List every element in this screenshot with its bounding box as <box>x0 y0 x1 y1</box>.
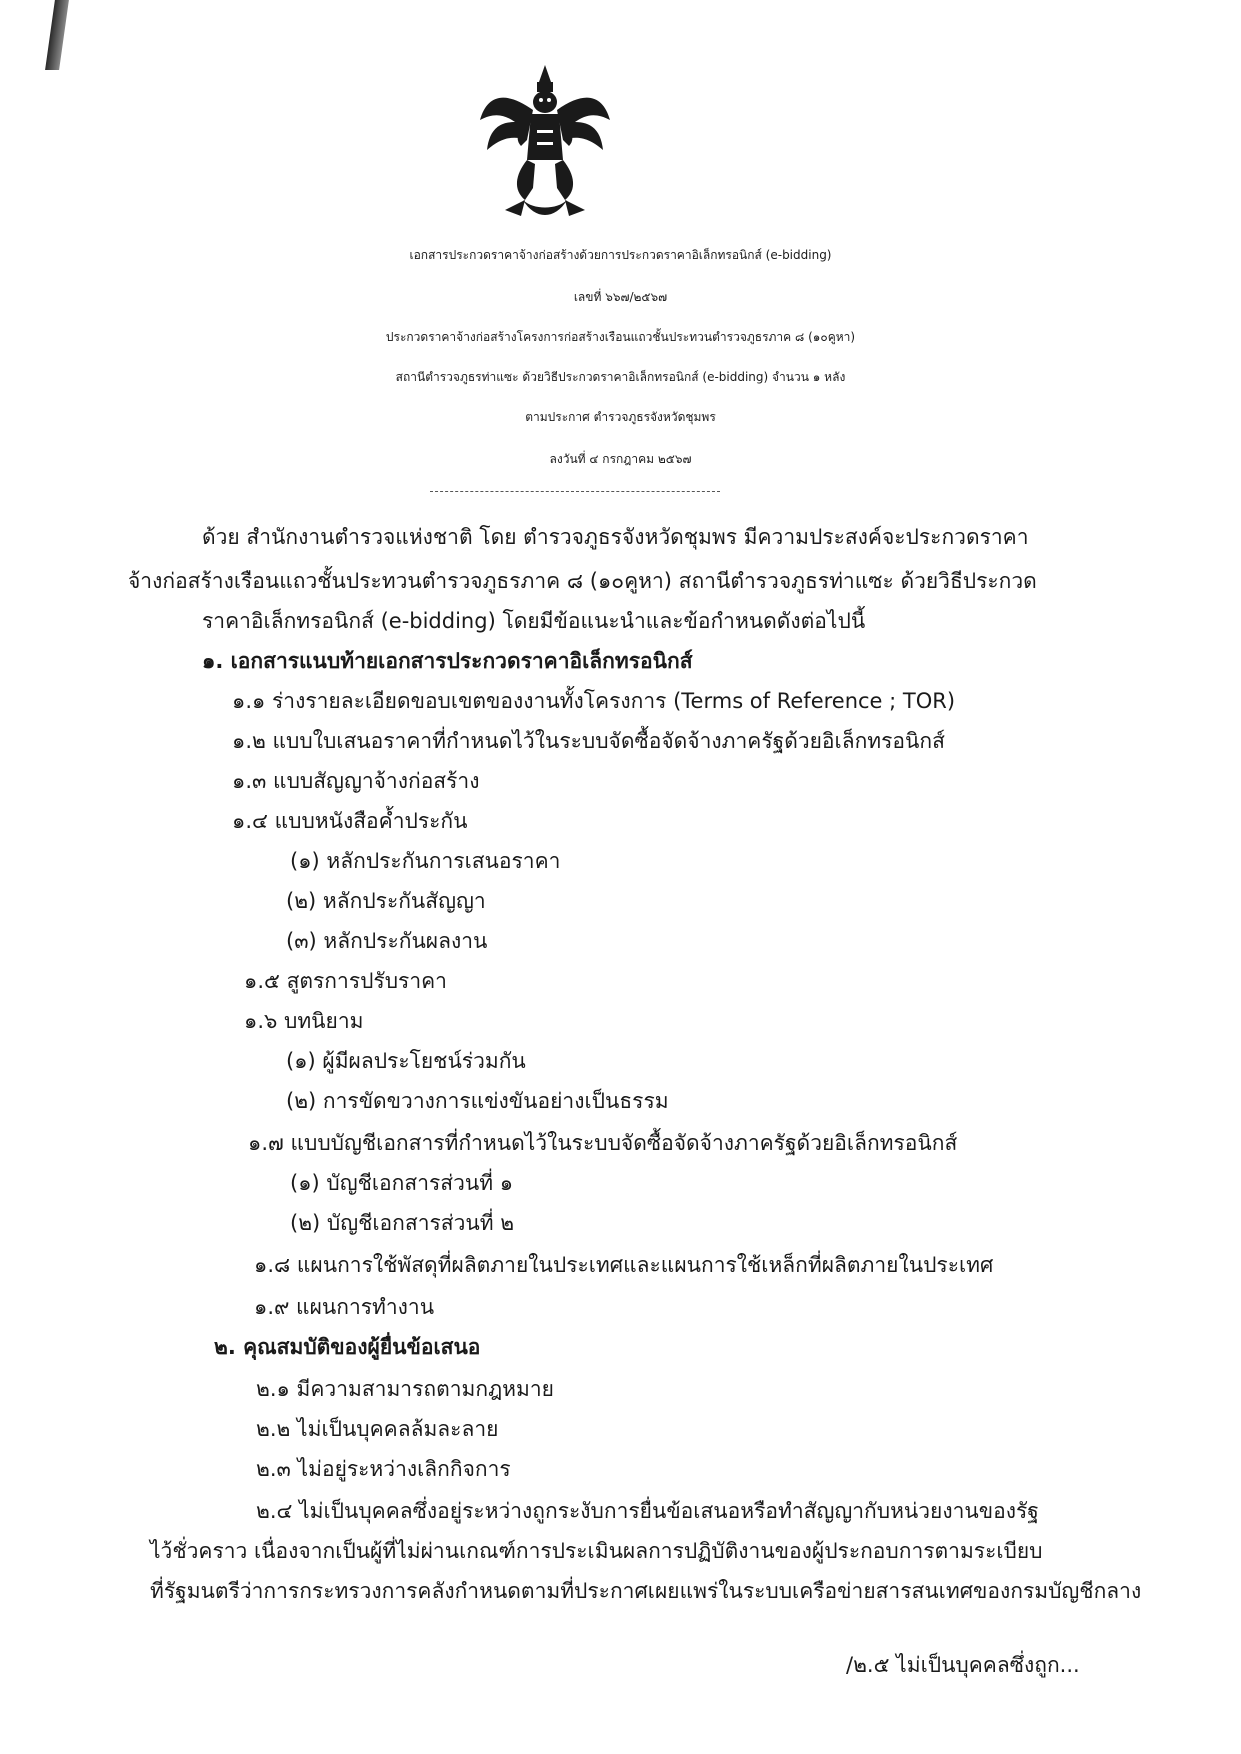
item-1-4: ๑.๔ แบบหนังสือค้ำประกัน <box>232 809 468 833</box>
item-1-8: ๑.๘ แผนการใช้พัสดุที่ผลิตภายในประเทศและแผนการใช้เหล็กที่ผลิตภายในประเทศ <box>254 1253 994 1277</box>
page-continuation: /๒.๕ ไม่เป็นบุคคลซึ่งถูก... <box>846 1653 1080 1677</box>
project-title: ประกวดราคาจ้างก่อสร้างโครงการก่อสร้างเรือนแถวชั้นประทวนตำรวจภูธรภาค ๘ (๑๐คูหา) <box>385 330 856 344</box>
document-title: เอกสารประกวดราคาจ้างก่อสร้างด้วยการประกวดราคาอิเล็กทรอนิกส์ (e-bidding) <box>409 248 832 262</box>
scan-edge-shadow <box>45 0 69 70</box>
item-2-3: ๒.๓ ไม่อยู่ระหว่างเลิกกิจการ <box>256 1457 511 1481</box>
item-1-4-2: (๒) หลักประกันสัญญา <box>286 889 486 913</box>
announcement-ref: ตามประกาศ ตำรวจภูธรจังหวัดชุมพร <box>525 410 716 424</box>
item-2-4-line-2: ไว้ชั่วคราว เนื่องจากเป็นผู้ที่ไม่ผ่านเกณฑ์การประเมินผลการปฏิบัติงานของผู้ประกอบการตามระเบียบ <box>150 1539 1043 1563</box>
document-number: เลขที่ ๖๖๗/๒๕๖๗ <box>573 290 668 304</box>
item-2-4-line-3: ที่รัฐมนตรีว่าการกระทรวงการคลังกำหนดตามที่ประกาศเผยแพร่ในระบบเครือข่ายสารสนเทศของกรมบัญชีกลาง <box>150 1579 1142 1603</box>
item-1-6-1: (๑) ผู้มีผลประโยชน์ร่วมกัน <box>286 1049 526 1073</box>
section-2-heading: ๒. คุณสมบัติของผู้ยื่นข้อเสนอ <box>214 1335 481 1359</box>
item-1-7-2: (๒) บัญชีเอกสารส่วนที่ ๒ <box>290 1211 515 1235</box>
intro-line-3: ราคาอิเล็กทรอนิกส์ (e-bidding) โดยมีข้อแนะนำและข้อกำหนดดังต่อไปนี้ <box>202 609 866 633</box>
intro-line-2: จ้างก่อสร้างเรือนแถวชั้นประทวนตำรวจภูธรภาค ๘ (๑๐คูหา) สถานีตำรวจภูธรท่าแซะ ด้วยวิธีประกวด <box>128 569 1037 593</box>
project-location: สถานีตำรวจภูธรท่าแซะ ด้วยวิธีประกวดราคาอิเล็กทรอนิกส์ (e-bidding) จำนวน ๑ หลัง <box>395 370 846 384</box>
item-1-6: ๑.๖ บทนิยาม <box>244 1009 364 1033</box>
item-1-3: ๑.๓ แบบสัญญาจ้างก่อสร้าง <box>232 769 480 793</box>
item-1-4-1: (๑) หลักประกันการเสนอราคา <box>290 849 561 873</box>
intro-line-1: ด้วย สำนักงานตำรวจแห่งชาติ โดย ตำรวจภูธรจังหวัดชุมพร มีความประสงค์จะประกวดราคา <box>202 525 1029 549</box>
item-1-7-1: (๑) บัญชีเอกสารส่วนที่ ๑ <box>290 1171 514 1195</box>
garuda-emblem-icon <box>475 60 615 225</box>
title-divider <box>430 491 720 492</box>
item-1-7: ๑.๗ แบบบัญชีเอกสารที่กำหนดไว้ในระบบจัดซื้อจัดจ้างภาครัฐด้วยอิเล็กทรอนิกส์ <box>248 1131 958 1155</box>
item-1-2: ๑.๒ แบบใบเสนอราคาที่กำหนดไว้ในระบบจัดซื้อจัดจ้างภาครัฐด้วยอิเล็กทรอนิกส์ <box>232 729 945 753</box>
announcement-date: ลงวันที่ ๔ กรกฎาคม ๒๕๖๗ <box>549 452 692 466</box>
item-1-4-3: (๓) หลักประกันผลงาน <box>286 929 488 953</box>
item-2-1: ๒.๑ มีความสามารถตามกฎหมาย <box>256 1377 554 1401</box>
item-2-2: ๒.๒ ไม่เป็นบุคคลล้มละลาย <box>256 1417 499 1441</box>
section-1-heading: ๑. เอกสารแนบท้ายเอกสารประกวดราคาอิเล็กทรอนิกส์ <box>202 649 693 673</box>
item-1-5: ๑.๕ สูตรการปรับราคา <box>244 969 447 993</box>
item-1-6-2: (๒) การขัดขวางการแข่งขันอย่างเป็นธรรม <box>286 1089 669 1113</box>
item-1-1: ๑.๑ ร่างรายละเอียดขอบเขตของงานทั้งโครงการ (Terms of Reference ; TOR) <box>232 689 956 713</box>
item-2-4-line-1: ๒.๔ ไม่เป็นบุคคลซึ่งอยู่ระหว่างถูกระงับการยื่นข้อเสนอหรือทำสัญญากับหน่วยงานของรัฐ <box>256 1499 1039 1523</box>
item-1-9: ๑.๙ แผนการทำงาน <box>254 1295 435 1319</box>
